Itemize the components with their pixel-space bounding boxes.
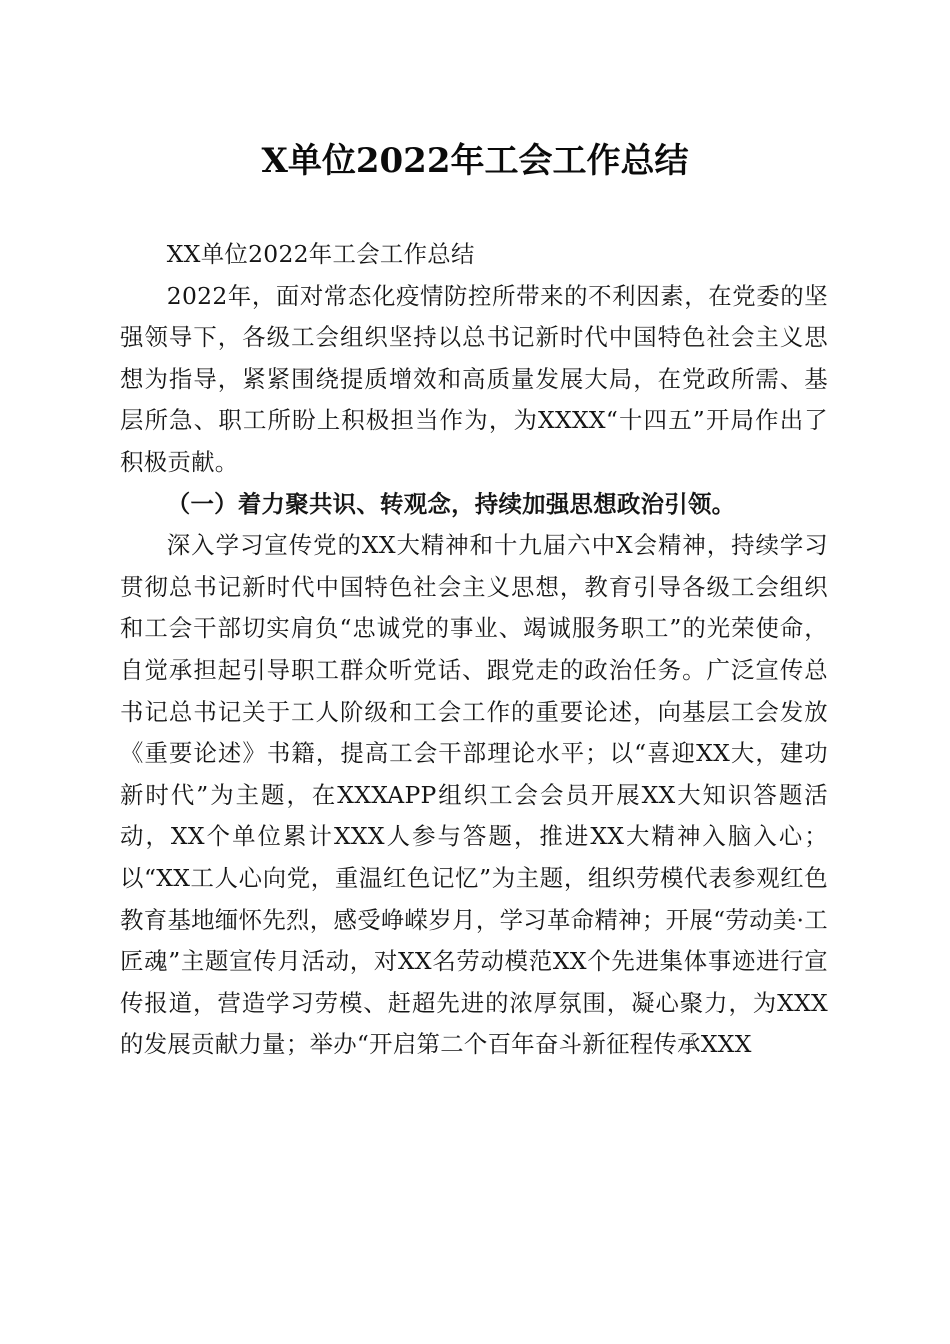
paragraph-section-body: 深入学习宣传党的XX大精神和十九届六中X会精神，持续学习贯彻总书记新时代中国特色社会主义思想，教育引导各级工会组织和工会干部切实肩负“忠诚党的事业、竭诚服务职工”的光荣使命，自觉承担起引导职工群众听党话、跟党走的政治任务。广泛宣传总书记总书记关于工人阶级和工会工作的重要论述，向基层工会发放《重要论述》书籍，提高工会干部理论水平；以“喜迎XX大，建功新时代”为主题，在XXXAPP组织工会会员开展XX大知识答题活动，XX个单位累计XXX人参与答题，推进XX大精神入脑入心；以“XX工人心向党，重温红色记忆”为主题，组织劳模代表参观红色教育基地缅怀先烈，感受峥嵘岁月，学习革命精神；开展“劳动美·工匠魂”主题宣传月活动，对XX名劳动模范XX个先进集体事迹进行宣传报道，营造学习劳模、赶超先进的浓厚氛围，凝心聚力，为XXX的发展贡献力量；举办“开启第二个百年奋斗新征程传承XXX [120, 531, 828, 1059]
paragraph-intro: 2022年，面对常态化疫情防控所带来的不利因素，在党委的坚强领导下，各级工会组织坚持以总书记新时代中国特色社会主义思想为指导，紧紧围绕提质增效和高质量发展大局，在党政所需、基层所急、职工所盼上积极担当作为，为XXXX“十四五”开局作出了积极贡献。 [120, 281, 828, 476]
document-title: X单位2022年工会工作总结 [261, 141, 689, 181]
section-heading: （一）着力聚共识、转观念，持续加强思想政治引领。 [166, 489, 736, 518]
paragraph-subtitle: XX单位2022年工会工作总结 [166, 240, 475, 268]
document-body [120, 234, 828, 1066]
